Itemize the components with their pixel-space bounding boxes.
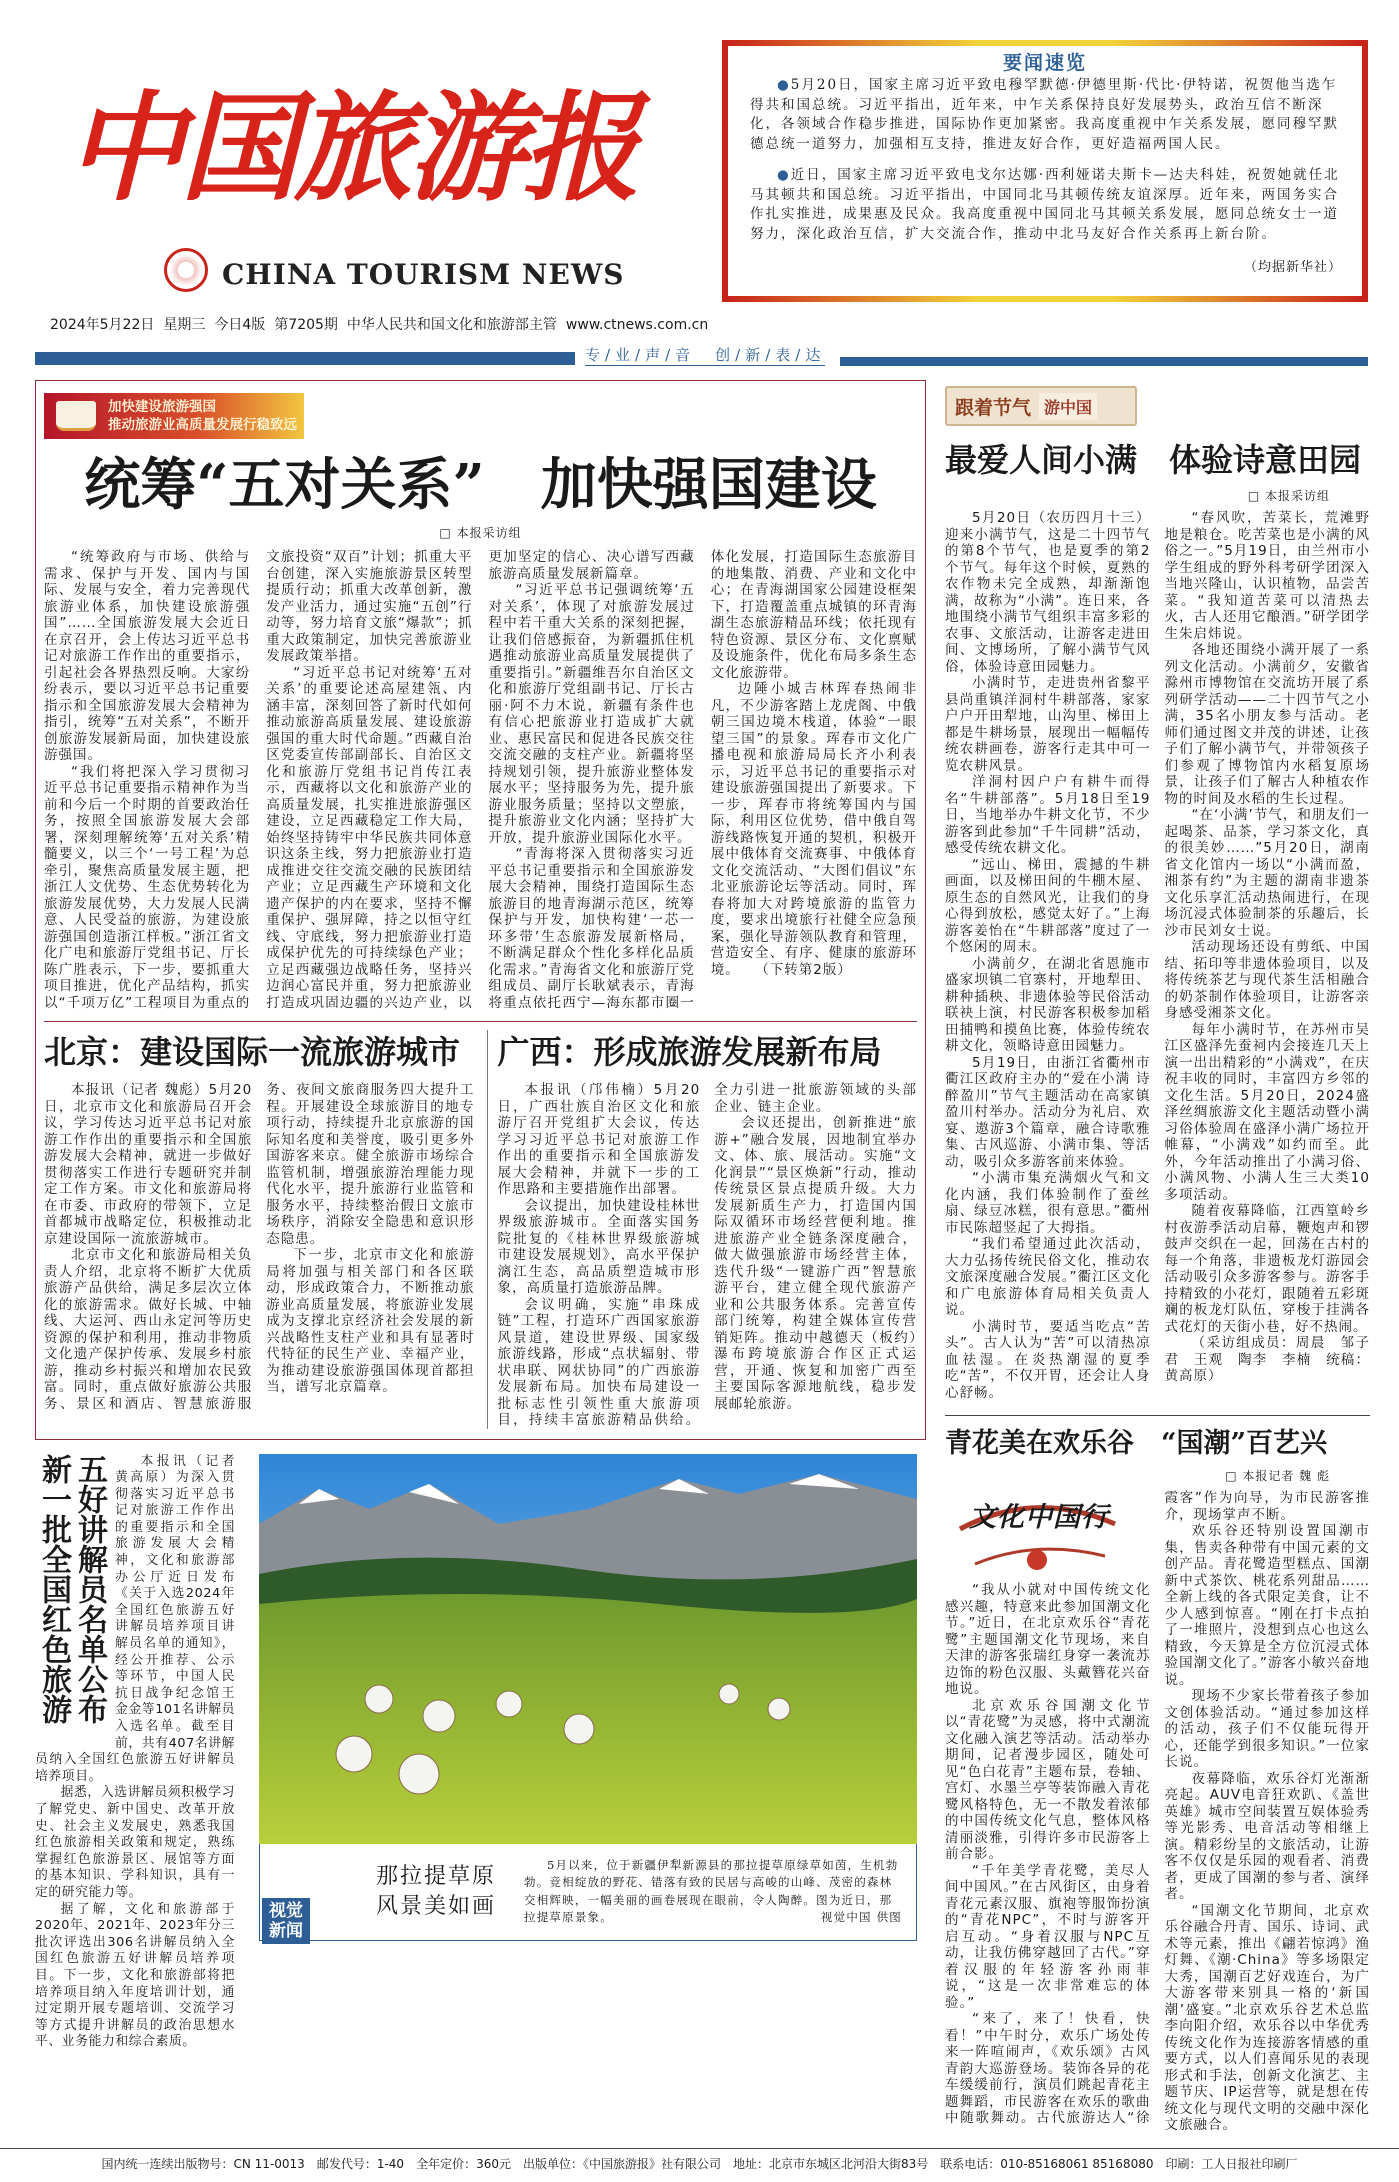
paragraph: “春风吹，苦菜长，荒滩野地是粮仓。吃苦菜也是小满的风俗之一。”5月19日，由兰州市小学生组成的野外科考研学团深入当地兴隆山，认识植物，品尝苦菜。“我知道苦菜可以清热去火，古人还用它酿酒。”研学团学生朱启炜说。 [1164,510,1370,642]
paragraph: 夜幕降临，欢乐谷灯光渐渐亮起。AUV电音狂欢趴、《盖世英雄》城市空间装置互娱体验秀等光影秀、电音活动等相继上演。精彩纷呈的文旅活动，让游客不仅仅是乐园的观看者、消费者，更成了国潮的参与者、演绎者。 [1164,1770,1370,1902]
banner-line: 推动旅游业高质量发展行稳致远 [108,417,297,433]
photo-caption-box [259,1844,917,1941]
red-tourism-article [35,1454,235,2051]
paragraph: 会议提出，加快建设桂林世界级旅游城市。全面落实国务院批复的《桂林世界级旅游城市建设发展规划》，高水平保护漓江生态，高品质塑造城市形象，高质量打造旅游品牌。 [497,1197,701,1296]
news-brief-item [750,76,1342,154]
page-header [0,0,1399,380]
paragraph: 边陲小城吉林珲春热闹非凡，不少游客踏上龙虎阁、中俄朝三国边境木栈道，体验“一眼望三国”的景象。珲春市文化广播电视和旅游局局长齐小利表示，习近平总书记的重要指示对建设旅游强国提出了新要求。下一步，珲春市将统筹国内与国际，利用区位优势，借中俄自驾游线路恢复开通的契机，积极开展中俄体育交流赛事、中俄体育文化交流活动、“大图们倡议”东北亚旅游论坛等活动。同时，珲春将加大对跨境旅游的监管力度，要求出境旅行社健全应急预案，强化导游领队教育和管理，营造安全、有序、健康的旅游环境。 （下转第2版） [710,681,917,978]
website-link[interactable]: www.ctnews.com.cn [565,317,709,333]
paragraph: “小满市集充满烟火气和文化内涵，我们体验制作了蚕丝扇、绿豆冰糕，很有意思。”衢州市民陈超竖起了大拇指。 [945,1170,1151,1236]
beijing-body [44,1082,475,1412]
xiaoman-headline: 最爱人间小满 体验诗意田园 [945,441,1362,479]
paragraph: “我从小就对中国传统文化感兴趣，特意来此参加国潮文化节。”近日，在北京欢乐谷“青花鹭”主题国潮文化节现场，来自天津的游客张瑞红身穿一袭流苏边饰的粉色汉服、头戴簪花兴奋地说。 [945,1582,1151,1697]
masthead-english: CHINA TOURISM NEWS [222,258,625,291]
photo-caption [524,1857,902,1927]
paragraph: “远山、梯田，震撼的牛耕画面，以及梯田间的牛棚木屋、原生态的自然风光，让我们的身心得到放松，感觉太好了。”上海游客姜怡在“牛耕部落”度过了一个悠闲的周末。 [945,856,1151,955]
banner-line: 加快建设旅游强国 [108,399,216,415]
photo-news [259,1454,917,2051]
paragraph: 现场不少家长带着孩子参加文创体验活动。“通过参加这样的活动，孩子们不仅能玩得开心，还能学到很多知识。”一位家长说。 [1164,1688,1370,1770]
lead-headline: 统筹“五对关系” 加快强国建设 [84,452,877,518]
page-count: 今日4版 [214,317,266,333]
visual-news-badge: 视觉新闻 [262,1898,310,1944]
paragraph: 本报讯（记者 魏彪）5月20日，北京市文化和旅游局召开会议，学习传达习近平总书记对旅游工作作出的重要指示和全国旅游发展大会精神，就进一步做好贯彻落实工作进行专题研究并制定工作方案。市文化和旅游局将在市委、市政府的带领下，立足首都城市战略定位，积极推动北京建设国际一流旅游城市。 [44,1082,253,1247]
byline: □ 本报采访组 [439,526,522,540]
bottom-section [35,1454,926,2051]
weekday: 星期三 [163,317,206,333]
news-brief-text: 近日，国家主席习近平致电戈尔达娜·西利娅诺夫斯卡—达夫科娃，祝贺她就任北马其顿共和国总统。习近平指出，中国同北马其顿传统友谊深厚。近年来，两国务实合作扎实推进，成果惠及民众。我高度重视中国同北马其顿关系发展，愿同总统女士一道努力，深化政治互信，扩大交流合作，推动中北马友好合作关系再上新台阶。 [750,167,1340,242]
sub-articles [44,1021,917,1429]
paragraph: 据了解，文化和旅游部于2020年、2021年、2023年分三批次评选出306名讲解员纳入全国红色旅游五好讲解员培养项目。下一步，文化和旅游部将把培养项目纳入年度培训计划，通过定期开展专题培训、交流学习等方式提升讲解员的政治思想水平、业务能力和综合素质。 [35,1901,235,2050]
byline: □ 本报记者 魏 彪 [1225,1469,1330,1483]
news-brief-box [722,40,1368,302]
paragraph: “国潮文化节期间，北京欢乐谷融合丹青、国乐、诗词、武术等元素，推出《翩若惊鸿》渔灯舞、《潮·China》等多场限定大秀，国潮百艺好戏连台，为广大游客带来别具一格的‘新国潮’盛宴。”北京欢乐谷艺术总监李向阳介绍，欢乐谷以中华优秀传统文化作为连接游客情感的重要方式，以人们喜闻乐见的表现形式和手法，创新文化演艺、主题节庆、IP运营等，就是想在传统文化与现代文明的交融中深化文旅融合。 [1164,1902,1370,2133]
paragraph: “在‘小满’节气，和朋友们一起喝茶、品茶，学习茶文化，真的很美妙……”5月20日，湖南省文化馆内一场以“小满而盈，湘茶有约”为主题的湖南非遗茶文化乐享汇活动热闹进行，在现场沉浸式体验制茶的乐趣后，长沙市民刘女士说。 [1164,807,1370,939]
banner-left: 跟着节气 [955,396,1032,419]
photo-title [376,1862,496,1922]
paragraph: 活动现场还设有剪纸、中国结、拓印等非遗体验项目，以及将传统茶艺与现代茶生活相融合的奶茶制作体验项目，让游客亲身感受湘茶文化。 [1164,939,1370,1021]
paragraph: 小满前夕，在湖北省恩施市盛家坝镇二官寨村，开地犁田、耕种插秧、非遗体验等民俗活动联袂上演，村民游客积极参加稻田捕鸭和摸鱼比赛，体验传统农耕文化，领略诗意田园魅力。 [945,955,1151,1054]
news-brief-title: 要闻速览 [1002,52,1087,74]
paragraph: 小满时节，走进贵州省黎平县尚重镇洋洞村牛耕部落，家家户户开田犁地，山沟里、梯田上都是牛耕场景，展现出一幅幅传统农耕画卷，游客行走其中可一览农耕风景。 [945,675,1151,774]
paragraph: 会议明确，实施“串珠成链”工程，打造环广西国家旅游风景道，建设世界级、国家级旅游线路，形成“点状辐射、带状串联、网状协同”的广西旅游发展新布局。加快布局建设一批标志性引领性重大旅游项目，持续丰富旅游精品供给。全力引进一批旅游领域的头部企业、链主企业。 [497,1082,917,1428]
masthead-logo: 中国旅游报 [66,78,637,217]
photo-title-line: 风景美如画 [376,1893,497,1919]
footer [0,2148,1399,2182]
book-pen-icon [56,401,96,431]
paragraph: “我们希望通过此次活动，大力弘扬传统民俗文化，推动农文旅深度融合发展。”衢江区文化和广电旅游体育局相关负责人说。 [945,1236,1151,1318]
culture-china-logo [955,1494,1120,1574]
paragraph: 本报讯（邝伟楠）5月20日，广西壮族自治区文化和旅游厅召开党组扩大会议，传达学习习近平总书记对旅游工作作出的重要指示和全国旅游发展大会精神，并就下一步的工作思路和主要措施作出部署。 [497,1082,701,1197]
column-banner [945,386,1137,426]
photo-title-line: 那拉提草原 [376,1863,497,1889]
column-logo-text: 文化中国行 [969,1502,1109,1533]
paragraph: “我们将把深入学习贯彻习近平总书记重要指示精神作为当前和今后一个时期的首要政治任务，按照全国旅游发展大会部署，深刻理解统筹‘五对关系’精髓要义，以三个‘一号工程’为总牵引，聚焦高质量发展主题，把浙江人文优势、生态优势转化为旅游发展优势，大力发展人民满意、人民受益的旅游，为建设旅游强国创造浙江样板。”浙江省文化广电和旅游厅党组书记、厅长陈广胜表示，下一步，要抓重大项目推进，优化产品结构，抓实以“千项万亿”工程项目为重点的文旅投资“双百”计划；抓重大平台创建，深入实施旅游景区转型提质行动；抓重大改革创新，激发产业活力，通过实施“五创”行动等，努力培育文旅“爆款”；抓重大政策制定，加快完善旅游业发展政策举措。 [44,549,473,1011]
main-content [35,380,1370,2134]
slogan: 专/业/声/音 创/新/表/达 [585,346,826,364]
news-brief-item [750,166,1342,244]
paragraph: 会议还提出，创新推进“旅游+”融合发展，因地制宜举办文、体、旅、展活动。实施“文化润景”“景区焕新”行动，推动传统景区景点提质升级。大力发展新质生产力，打造国内国际双循环市场经营便利地。推进旅游产业全链条深度融合，做大做强旅游市场经营主体，迭代升级“一键游广西”智慧旅游平台，建立健全现代旅游产业和公共服务体系。完善宣传部门统筹，构建全媒体宣传营销矩阵。推动中越德天（板约）瀑布跨境旅游合作区正式运营，开通、恢复和加密广西至主要国际客源地航线，稳步发展邮轮旅游。 [714,1115,917,1412]
footer-item: 邮发代号：1-40 [316,2156,405,2171]
footer-item: 联系电话：010-85168061 85168080 [940,2156,1154,2171]
footer-item: 国内统一连续出版物号：CN 11-0013 [101,2156,305,2171]
lead-article [35,380,926,1440]
paragraph: “习近平总书记强调统筹‘五对关系’，体现了对旅游发展过程中若干重大关系的深刻把握，让我们倍感振奋，为新疆抓住机遇推动旅游业高质量发展提供了重要指引。”新疆维吾尔自治区文化和旅游厅党组副书记、厅长古丽·阿不力木说，新疆有条件也有信心把旅游业打造成扩大就业、惠民富民和促进各民族交往交流交融的支柱产业。新疆将坚持规划引领，提升旅游业整体发展水平；坚持服务为先，提升旅游业服务质量；坚持以文塑旅，提升旅游业文化内涵；坚持扩大开放，提升旅游业国际化水平。 [488,582,695,846]
footer-item: 全年定价：360元 [416,2156,511,2171]
lead-body [44,549,917,1011]
paragraph: 欢乐谷还特别设置国潮市集，售卖各种带有中国元素的文创产品。青花鹭造型糕点、国潮新中式茶饮、桃花系列甜品……全新上线的各式限定美食，让不少人感到惊喜。“刚在打卡点拍了一堆照片，没想到点心也这么精致，今天算是全方位沉浸式体验国潮文化了。”游客小敏兴奋地说。 [1164,1523,1370,1688]
paragraph: “统筹政府与市场、供给与需求、保护与开发、国内与国际、发展与安全，着力完善现代旅游业体系，加快建设旅游强国”……全国旅游发展大会近日在京召开，会上传达习近平总书记对旅游工作作出的重要指示，引起社会各界热烈反响。大家纷纷表示，要以习近平总书记重要指示和全国旅游发展大会精神为指引，统筹“五对关系”，不断开创旅游发展新局面，加快建设旅游强国。 [44,549,251,763]
byline: □ 本报采访组 [1247,489,1330,503]
series-banner [44,393,304,439]
paragraph: 随着夜幕降临，江西篁岭乡村夜游季活动启幕，鞭炮声和锣鼓声交织在一起，回荡在古村的每一个角落，非遗板龙灯游园会活动吸引众多游客参与。游客手持精致的小花灯，跟随着五彩斑斓的板龙灯队伍，穿梭于挂满各式花灯的天街小巷，好不热闹。 [1164,1203,1370,1335]
divider-bar [840,357,1368,366]
footer-item: 地址：北京市东城区北河沿大街83号 [732,2156,929,2171]
guochao-headline: 青花美在欢乐谷 “国潮”百艺兴 [945,1415,1370,1466]
paragraph: 北京市文化和旅游局相关负责人介绍，北京将不断扩大优质旅游产品供给，满足多层次立体化的旅游需求。做好长城、中轴线、大运河、西山永定河等历史资源的保护和利用，推动非物质文化遗产保护传承、发展乡村旅游，推动乡村振兴和增加农民致富。同时，重点做好旅游公共服务、景区和酒店、智慧旅游服务、夜间文旅商服务四大提升工程。开展建设全球旅游目的地专项行动，持续提升北京旅游的国际知名度和美誉度，吸引更多外国游客来京。健全旅游市场综合监管机制，增强旅游治理能力现代化水平，提升旅游行业监管和服务水平，持续整治假日文旅市场秩序，消除安全隐患和意识形态隐患。 [44,1082,475,1412]
xiaoman-body [945,510,1370,1401]
paragraph: 每年小满时节，在苏州市吴江区盛泽先蚕祠内会接连几天上演一出出精彩的“小满戏”，在庆祝丰收的同时，丰富四方乡邻的文化生活。5月20日，2024盛泽丝绸旅游文化主题活动暨小满习俗体验周在盛泽小满广场拉开帷幕，“小满戏”如约而至。此外，今年活动推出了小满习俗、小满风物、小满人生三大类10多项活动。 [1164,1021,1370,1203]
guangxi-article [487,1030,918,1429]
paragraph: （采访组成员：周晨 邹子君 王观 陶李 李楠 统稿：黄高原） [1164,1335,1370,1384]
red-tourism-headline: 新一批全国红色旅游五好讲解员名单公布 [36,1453,107,1724]
paragraph: 小满时节，要适当吃点“苦头”。古人认为“苦”可以清热凉血祛湿。在炎热潮湿的夏季吃“苦”，不仅开胃，还会让人身心舒畅。 [945,1318,1151,1401]
bullet-icon: ● [777,167,791,183]
footer-item: 出版单位：《中国旅游报》社有限公司 [522,2156,721,2171]
paragraph: 5月20日（农历四月十三）迎来小满节气，这是二十四节气的第8个节气，也是夏季的第2个节气。每年这个时候，夏熟的农作物未完全成熟，却渐渐饱满，故称为“小满”。连日来，各地围绕小满节气组织丰富多彩的农事、文旅活动，让游客走进田间、文博场所，了解小满节气风俗，体验诗意田园魅力。 [945,510,1151,675]
news-brief-text: 5月20日，国家主席习近平致电穆罕默德·伊德里斯·代比·伊特诺，祝贺他当选乍得共和国总统。习近平指出，近年来，中乍关系保持良好发展势头，政治互信不断深化，各领域合作稳步推进，国际协作更加紧密。我高度重视中乍关系发展，愿同穆罕默德总统一道努力，加强相互支持，推进友好合作，更好造福两国人民。 [750,77,1339,152]
sponsor: 中华人民共和国文化和旅游部主管 [346,317,557,333]
caption-text: 5月以来，位于新疆伊犁新源县的那拉提草原绿草如茵，生机勃勃。竞相绽放的野花、错落有致的民居与高峻的山峰、茂密的森林交相辉映，一幅美丽的画卷展现在眼前，令人陶醉。图为近日，那拉提草原景象。 [524,1857,899,1924]
beijing-headline: 北京：建设国际一流旅游城市 [44,1033,461,1071]
banner-right: 游中国 [1039,393,1097,420]
paragraph: “千年美学青花鹭，美尽人间中国风。”在古风街区，由身着青花元素汉服、旗袍等服饰扮演的“青花NPC”，不时与游客开启互动。“身着汉服与NPC互动，让我仿佛穿越回了古代。”穿着汉服的年轻游客孙雨菲说，“这是一次非常难忘的体验。” [945,1862,1151,2011]
guochao-body [945,1490,1370,2134]
paragraph: 洋洞村因户户有耕牛而得名“牛耕部落”。5月18日至19日，当地举办牛耕文化节，不少游客到此参加“千牛同耕”活动，感受传统农耕文化。 [945,774,1151,856]
paragraph: 本报讯（记者 黄高原）为深入贯彻落实习近平总书记对旅游工作作出的重要指示和全国旅游发展大会精神，文化和旅游部办公厅近日发布《关于入选2024年全国红色旅游五好讲解员培养项目讲解员名单的通知》，经公开推荐、公示等环节，中国人民抗日战争纪念馆王金金等101名讲解员入选名单。截至目前，共有407名讲解员纳入全国红色旅游五好讲解员培养项目。 [35,1453,236,1784]
date: 2024年5月22日 [50,317,155,333]
photo-credit: 视觉中国 供图 [820,1910,903,1924]
bullet-icon: ● [777,77,791,93]
grassland-image [259,1454,917,1844]
footer-item: 印刷：工人日报社印刷厂 [1165,2156,1298,2171]
news-brief-source: （均据新华社） [1243,260,1342,275]
issue-number: 第7205期 [274,317,338,333]
guangxi-body [498,1082,918,1429]
paragraph: 5月19日，由浙江省衢州市衢江区政府主办的“爱在小满 诗醉盈川”节气主题活动在高家镇盈川村举办。活动分为礼启、欢宴、遨游3个篇章，融合诗歌雅集、古风巡游、小满市集、等活动，吸引众多游客前来体验。 [945,1054,1151,1170]
paragraph: “习近平总书记对统筹‘五对关系’的重要论述高屋建瓴、内涵丰富，深刻回答了新时代如何推动旅游高质量发展、建设旅游强国的重大时代命题。”西藏自治区党委宣传部副部长、自治区文化和旅游厅党组书记肖传江表示，西藏将以文化和旅游产业的高质量发展，扎实推进旅游强区建设，立足西藏稳定工作大局，始终坚持铸牢中华民族共同体意识这条主线，努力把旅游业打造成推进交往交流交融的民族团结产业；立足西藏生产环境和文化遗产保护的内在要求，坚持不懈重保护、强屏障，持之以恒守红线、守底线，努力把旅游业打造成保护优先的可持续绿色产业；立足西藏强边战略任务，坚持兴边润心富民并重，努力把旅游业打造成巩固边疆的兴边产业，以更加坚定的信心、决心谱写西藏旅游高质量发展新篇章。 [266,549,695,1011]
dateline [50,314,717,334]
left-column [35,380,926,2051]
right-column [945,380,1370,2134]
divider-bar [35,352,575,365]
paragraph: 各地还围绕小满开展了一系列文化活动。小满前夕，安徽省滁州市博物馆在交流坊开展了系列研学活动——二十四节气之小满，35名小朋友参与活动。老师们通过图文并茂的讲述，让孩子们了解小满节气，并带领孩子们参观了博物馆内水稻复原场景，让孩子们了解古人种植农作物的时间及水稻的生长过程。 [1164,642,1370,807]
guangxi-headline: 广西：形成旅游发展新布局 [497,1033,882,1071]
paragraph: 下一步，北京市文化和旅游局将加强与相关部门和各区联动，形成政策合力，不断推动旅游业高质量发展，将旅游业发展成为支撑北京经济社会发展的新兴战略性支柱产业和具有显著时代特征的民生产业、幸福产业，为推动建设旅游强国体现首都担当，谱写北京篇章。 [266,1247,475,1395]
paragraph: 据悉，入选讲解员须积极学习了解党史、新中国史、改革开放史、社会主义发展史，熟悉我国红色旅游相关政策和规定，熟练掌握红色旅游景区、展馆等方面的基本知识、学科知识，具有一定的研究能力等。 [35,1785,235,1900]
beijing-article [44,1030,475,1429]
emblem-icon [164,248,208,292]
paragraph: 北京欢乐谷国潮文化节以“青花鹭”为灵感，将中式潮流文化融入演艺等活动。活动举办期间，记者漫步园区，随处可见“色白花青”主题布景，卷轴、宫灯、水墨兰亭等装饰融入青花鹭风格特色，无一不散发着浓郁的中国传统文化气息，整体风格清丽淡雅，引得许多市民游客上前合影。 [945,1697,1151,1862]
paragraph: “青海将深入贯彻落实习近平总书记重要指示和全国旅游发展大会精神，围绕打造国际生态旅游目的地青海湖示范区，统筹保护与开发，加快构建‘一芯一环多带’生态旅游发展新格局，不断满足群众个性化多样化品质化需求。”青海省文化和旅游厅党组成员、副厅长耿斌表示，青海将重点依托西宁—海东都市圈一体化发展，打造国际生态旅游目的地集散、消费、产业和文化中心；在青海湖国家公园建设框架下，打造覆盖重点城镇的环青海湖生态旅游精品环线；依托现有特色资源、景区分布、文化禀赋及设施条件，优化布局多条生态文化旅游带。 [488,549,917,1011]
paragraph: “来了，来了！快看，快看！”中午时分，欢乐广场处传来一阵喧闹声，《欢乐颂》古风青韵大巡游登场。装饰各异的花车缓缓前行，演员们跳起青花主题舞蹈，市民游客在欢乐的歌曲中随歌舞动。古代旅游达人“徐霞客”作为向导，为市民游客推介，现场掌声不断。 [945,1490,1370,2126]
